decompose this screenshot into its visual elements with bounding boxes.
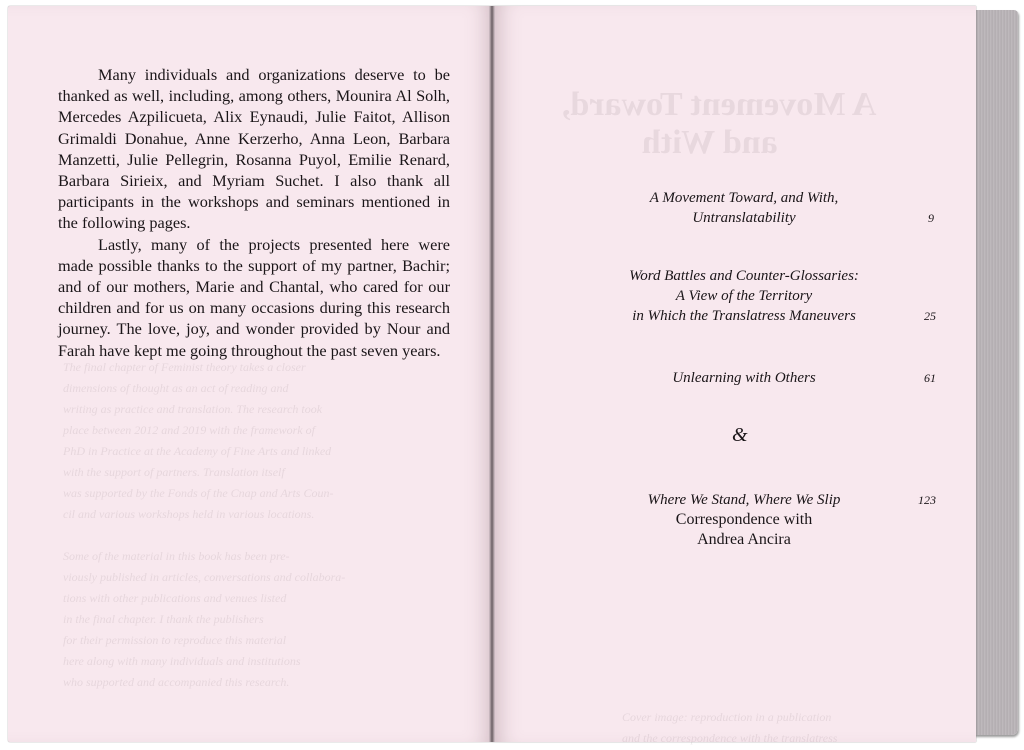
toc-page-number: 61 (924, 371, 936, 385)
paragraph: Many individuals and organizations deserve to be thanked as well, including, among others, Mounira Al Solh, Mercedes Azpilicueta, Alix Eynaudi, Julie Faitot, Allison Grimaldi Donahue, Anne Kerzerho, Anna Leon, Barbara Manzetti, Julie Pellegrin, Rosanna Puyol, Emilie Renard, Barbara Sirieix, and Myriam Suchet. I also thank all participants in the workshops and seminars mentioned in the following pages. (58, 65, 450, 233)
toc-title-line: Untranslatability (692, 210, 796, 226)
toc-entry (594, 490, 934, 554)
toc-title-line: A Movement Toward, and With, (649, 190, 839, 206)
acknowledgements-text (58, 64, 450, 361)
toc-entry (594, 368, 934, 390)
toc-title (594, 266, 894, 326)
toc-page-number: 25 (924, 309, 936, 323)
toc-title (594, 490, 894, 550)
toc-page-number: 123 (918, 493, 936, 507)
show-through-heading: and With (642, 124, 778, 161)
ampersand-separator: & (732, 424, 748, 446)
toc-subtitle-line: Correspondence with (675, 511, 813, 528)
toc-title-line: Unlearning with Others (672, 370, 816, 386)
toc-entry (594, 188, 934, 232)
toc-title (594, 188, 894, 228)
toc-title-line: Where We Stand, Where We Slip (647, 492, 841, 508)
toc-subtitle-line: Andrea Ancira (697, 531, 791, 548)
toc-entry (594, 266, 934, 330)
show-through-text: The final chapter of Feminist theory takes a closer dimensions of thought as an act of reading and writing as practice and translation. The research took place between 2012 and 2019 with the framework of PhD in Practice at the Academy of Fine Arts and linked with the support of partners. Translation itself was supported by the Fonds of the Cnap and Arts Coun- cil and various workshops held in various locations. Some of the material in this book has been pre- viously published in articles, conversations and collabora- tions with other publications and venues listed in the final chapter. I thank the publishers for their permission to reproduce this material here along with many individuals and institutions who supported and accompanied this research. (63, 360, 346, 689)
toc-page-number: 9 (928, 211, 934, 225)
show-through-footer: Cover image: reproduction in a publication and the correspondence with the translatress (622, 710, 838, 745)
page-edges (974, 10, 1018, 735)
toc-title-line: Word Battles and Counter-Glossaries: (629, 268, 859, 284)
toc-title-line: A View of the Territory (675, 288, 813, 304)
toc-title-line: in Which the Translatress Maneuvers (632, 308, 856, 324)
gutter (489, 6, 495, 742)
show-through-heading: A Movement Toward, (562, 86, 877, 123)
paragraph: Lastly, many of the projects presented here were made possible thanks to the support of my partner, Bachir; and of our mothers, Marie and Chantal, who cared for our children and for us on many occasions during this research journey. The love, joy, and wonder provided by Nour and Farah have kept me going throughout the past seven years. (58, 234, 450, 360)
toc-title (594, 368, 894, 388)
